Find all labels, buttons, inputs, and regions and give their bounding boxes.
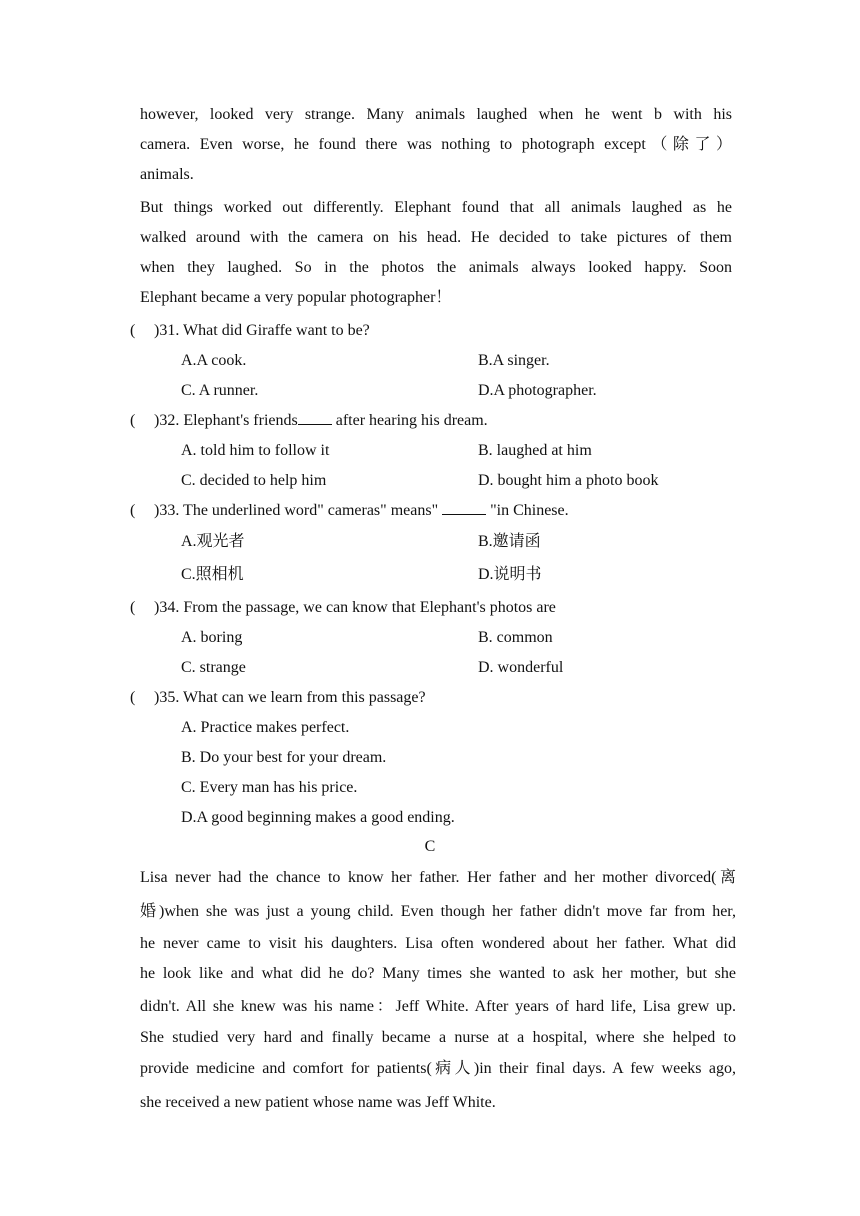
option-d: D. bought him a photo book xyxy=(478,472,659,489)
text-line: provide medicine and comfort for patients(病人)in their final days. A few weeks ago, xyxy=(140,1060,736,1077)
text-line: Elephant became a very popular photographer！ xyxy=(140,289,452,306)
answer-bracket[interactable]: ( xyxy=(130,322,136,339)
text-line: 婚)when she was just a young child. Even though her father didn't move far from her, xyxy=(140,903,736,920)
answer-blank[interactable] xyxy=(442,500,486,515)
option-a: A.A cook. xyxy=(181,352,247,369)
question-32 xyxy=(130,406,488,436)
option-c: C. A runner. xyxy=(181,382,259,399)
text-line: he look like and what did he do? Many times she wanted to ask her mother, but she xyxy=(140,965,736,982)
text-line: walked around with the camera on his head. He decided to take pictures of them xyxy=(140,229,732,246)
answer-blank[interactable] xyxy=(298,410,332,425)
question-33 xyxy=(130,496,569,526)
text-line: camera. Even worse, he found there was nothing to photograph except（除了） xyxy=(140,136,732,153)
answer-bracket[interactable]: ( xyxy=(130,412,136,429)
text-line: She studied very hard and finally became a nurse at a hospital, where she helped to xyxy=(140,1029,736,1046)
text-line: But things worked out differently. Elephant found that all animals laughed as he xyxy=(140,199,732,216)
option-c: C. strange xyxy=(181,659,246,676)
option-d: D. wonderful xyxy=(478,659,564,676)
question-stem: )35. What can we learn from this passage? xyxy=(154,689,426,706)
question-stem: )32. Elephant's friends xyxy=(154,412,298,429)
text-line: when they laughed. So in the photos the animals always looked happy. Soon xyxy=(140,259,732,276)
answer-bracket[interactable]: ( xyxy=(130,599,136,616)
option-a: A. told him to follow it xyxy=(181,442,330,459)
question-stem: )31. What did Giraffe want to be? xyxy=(154,322,370,339)
passage-b-paragraph-2 xyxy=(140,193,732,313)
option-d: D.A good beginning makes a good ending. xyxy=(181,809,455,826)
text-line: she received a new patient whose name was Jeff White. xyxy=(140,1094,496,1111)
option-b: B.邀请函 xyxy=(478,533,541,550)
passage-b-paragraph-1 xyxy=(140,100,732,190)
option-a: A. boring xyxy=(181,629,243,646)
question-stem: )33. The underlined word" cameras" means" xyxy=(154,502,443,519)
option-c: C. decided to help him xyxy=(181,472,327,489)
option-a: A. Practice makes perfect. xyxy=(181,719,350,736)
answer-bracket[interactable]: ( xyxy=(130,689,136,706)
question-stem-end: after hearing his dream. xyxy=(331,412,488,429)
answer-bracket[interactable]: ( xyxy=(130,502,136,519)
option-b: B. common xyxy=(478,629,553,646)
option-c: C.照相机 xyxy=(181,566,244,583)
option-c: C. Every man has his price. xyxy=(181,779,358,796)
question-35 xyxy=(130,683,426,713)
text-line: Lisa never had the chance to know her father. Her father and her mother divorced(离 xyxy=(140,869,736,886)
question-stem: )34. From the passage, we can know that Elephant's photos are xyxy=(154,599,556,616)
text-line: however, looked very strange. Many animals laughed when he went b with his xyxy=(140,106,732,123)
option-b: B. Do your best for your dream. xyxy=(181,749,387,766)
question-31 xyxy=(130,316,370,346)
question-stem-end: "in Chinese. xyxy=(486,502,569,519)
question-34 xyxy=(130,593,556,623)
option-a: A.观光者 xyxy=(181,533,245,550)
option-d: D.说明书 xyxy=(478,566,542,583)
option-b: B.A singer. xyxy=(478,352,550,369)
option-d: D.A photographer. xyxy=(478,382,597,399)
text-line: didn't. All she knew was his name：Jeff White. After years of hard life, Lisa grew up. xyxy=(140,998,736,1015)
option-b: B. laughed at him xyxy=(478,442,592,459)
text-line: animals. xyxy=(140,166,194,183)
text-line: he never came to visit his daughters. Lisa often wondered about her father. What did xyxy=(140,935,736,952)
passage-c-heading: C xyxy=(424,838,436,855)
